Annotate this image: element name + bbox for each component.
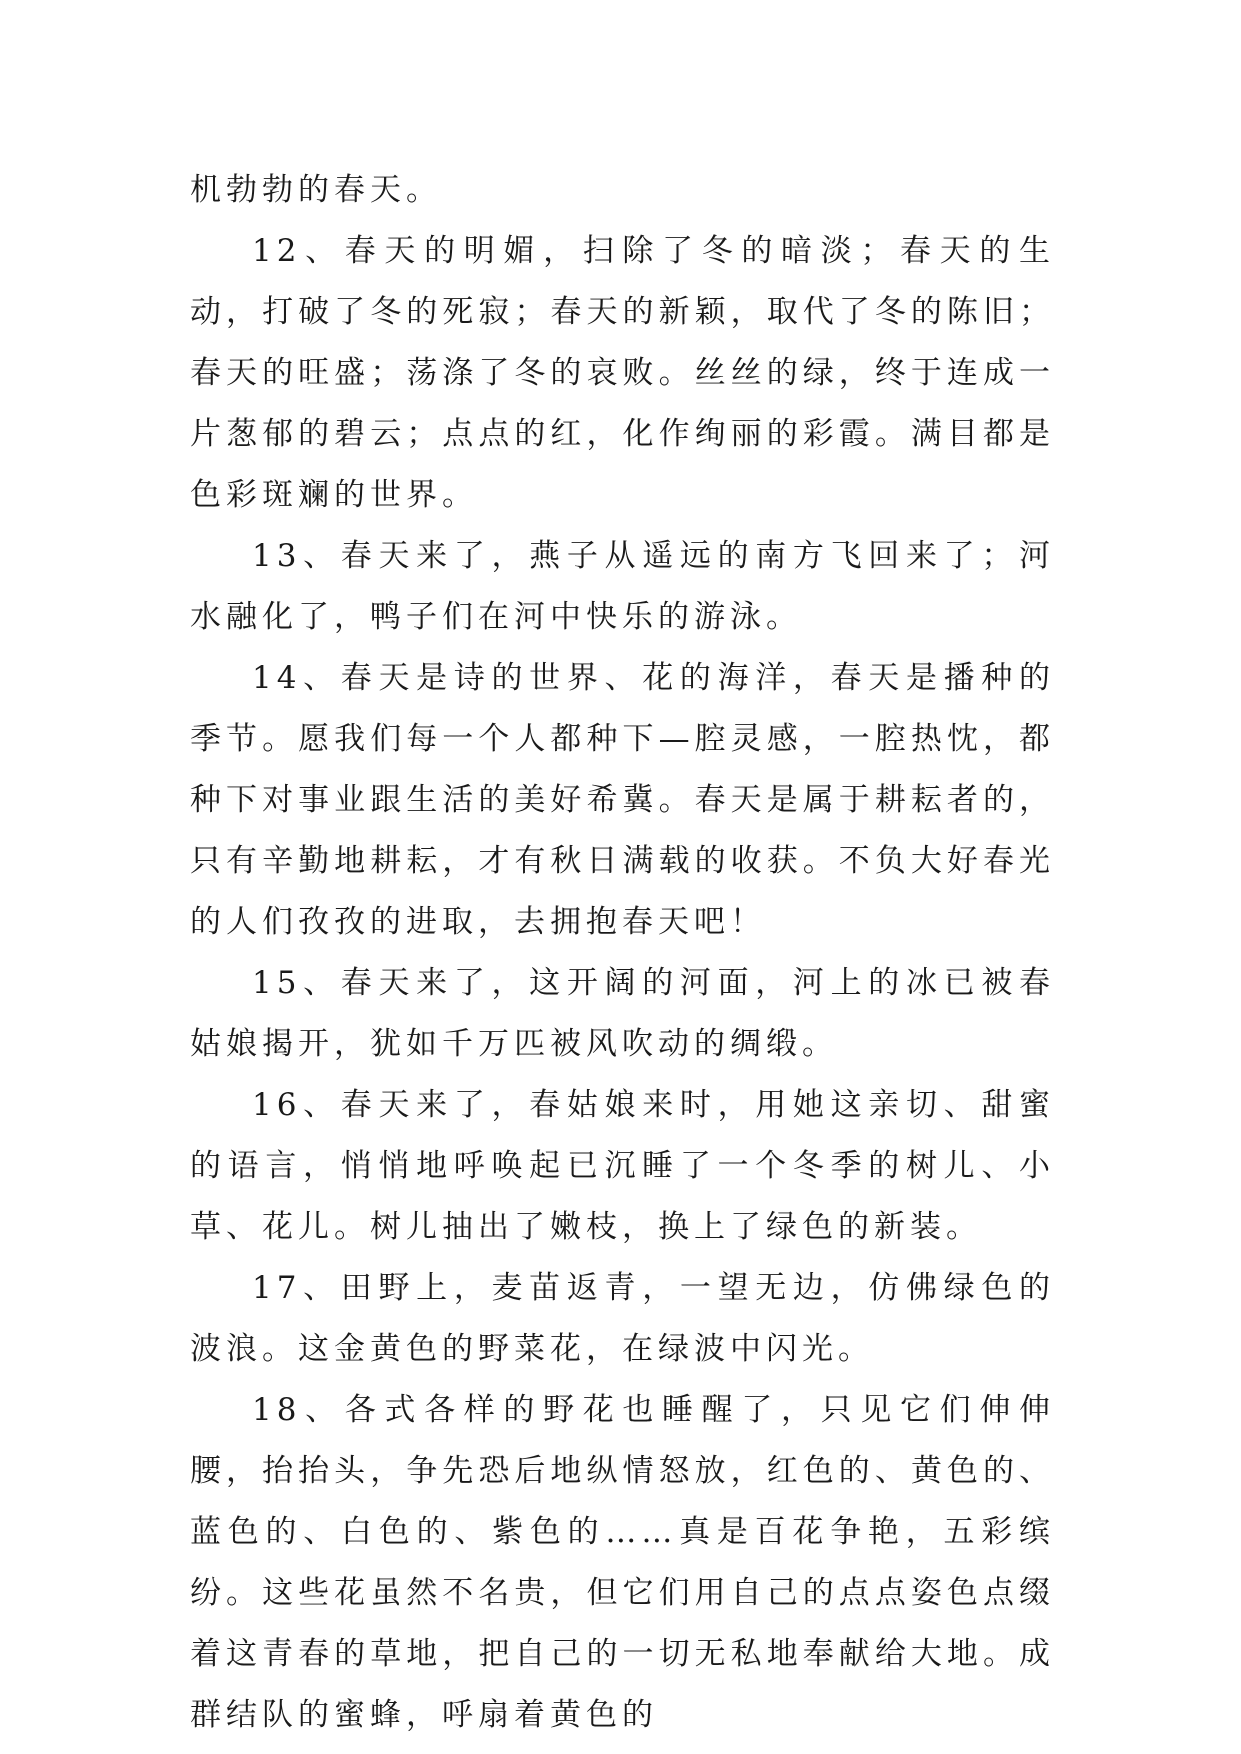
paragraph-14: 14、春天是诗的世界、花的海洋，春天是播种的季节。愿我们每一个人都种下—腔灵感，一腔热忱，都种下对事业跟生活的美好希冀。春天是属于耕耘者的，只有辛勤地耕耘，才有秋日满载的收获。不负大好春光的人们孜孜的进取，去拥抱春天吧！ [190, 660, 1055, 940]
paragraph-16: 16、春天来了，春姑娘来时，用她这亲切、甜蜜的语言，悄悄地呼唤起已沉睡了一个冬季的树儿、小草、花儿。树儿抽出了嫩枝，换上了绿色的新装。 [190, 1087, 1055, 1245]
document-body [190, 160, 1055, 1746]
paragraph-continuation: 机勃勃的春天。 [190, 172, 442, 208]
paragraph-15: 15、春天来了，这开阔的河面，河上的冰已被春姑娘揭开，犹如千万匹被风吹动的绸缎。 [190, 965, 1055, 1062]
paragraph-12: 12、春天的明媚，扫除了冬的暗淡；春天的生动，打破了冬的死寂；春天的新颖，取代了冬的陈旧；春天的旺盛；荡涤了冬的哀败。丝丝的绿，终于连成一片葱郁的碧云；点点的红，化作绚丽的彩霞。满目都是色彩斑斓的世界。 [190, 233, 1055, 513]
paragraph-18: 18、各式各样的野花也睡醒了，只见它们伸伸腰，抬抬头，争先恐后地纵情怒放，红色的、黄色的、蓝色的、白色的、紫色的……真是百花争艳，五彩缤纷。这些花虽然不名贵，但它们用自己的点点姿色点缀着这青春的草地，把自己的一切无私地奉献给大地。成群结队的蜜蜂，呼扇着黄色的 [190, 1392, 1055, 1733]
paragraph-17: 17、田野上，麦苗返青，一望无边，仿佛绿色的波浪。这金黄色的野菜花，在绿波中闪光。 [190, 1270, 1055, 1367]
paragraph-13: 13、春天来了，燕子从遥远的南方飞回来了；河水融化了，鸭子们在河中快乐的游泳。 [190, 538, 1055, 635]
